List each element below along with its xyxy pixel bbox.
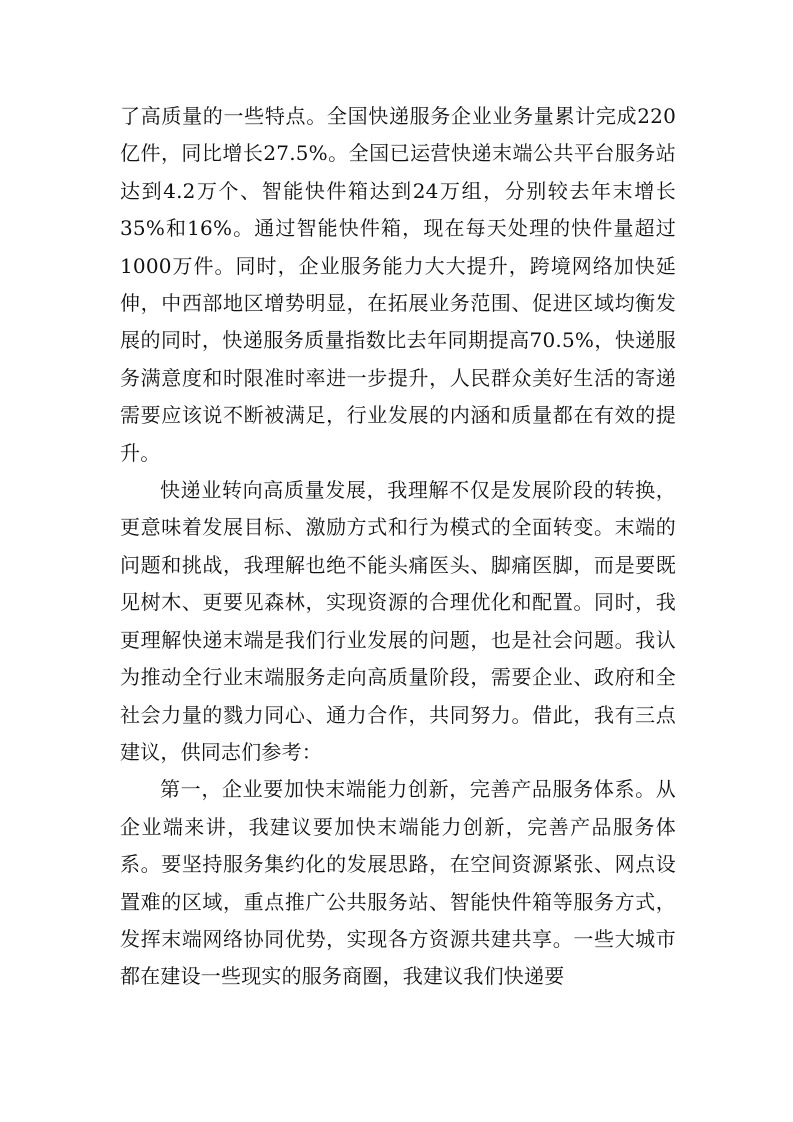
paragraph-continuation: 了高质量的一些特点。全国快递服务企业业务量累计完成220亿件，同比增长27.5%。全国已运营快递末端公共平台服务站达到4.2万个、智能快件箱达到24万组，分别较去年末增长35%和16%。通过智能快件箱，现在每天处理的快件量超过1000万件。同时，企业服务能力大大提升，跨境网络加快延伸，中西部地区增势明显，在拓展业务范围、促进区域均衡发展的同时，快递服务质量指数比去年同期提高70.5%，快递服务满意度和时限准时率进一步提升，人民群众美好生活的寄递需要应该说不断被满足，行业发展的内涵和质量都在有效的提升。 (120, 104, 676, 465)
document-body (120, 98, 676, 996)
paragraph-high-quality-development: 快递业转向高质量发展，我理解不仅是发展阶段的转换，更意味着发展目标、激励方式和行为模式的全面转变。末端的问题和挑战，我理解也绝不能头痛医头、脚痛医脚，而是要既见树木、更要见森林，实现资源的合理优化和配置。同时，我更理解快递末端是我们行业发展的问题，也是社会问题。我认为推动全行业末端服务走向高质量阶段，需要企业、政府和全社会力量的戮力同心、通力合作，共同努力。借此，我有三点建议，供同志们参考： (120, 478, 676, 764)
paragraph-first-suggestion: 第一，企业要加快末端能力创新，完善产品服务体系。从企业端来讲，我建议要加快末端能力创新，完善产品服务体系。要坚持服务集约化的发展思路，在空间资源紧张、网点设置难的区域，重点推广公共服务站、智能快件箱等服务方式，发挥末端网络协同优势，实现各方资源共建共享。一些大城市都在建设一些现实的服务商圈，我建议我们快递要 (120, 777, 676, 989)
